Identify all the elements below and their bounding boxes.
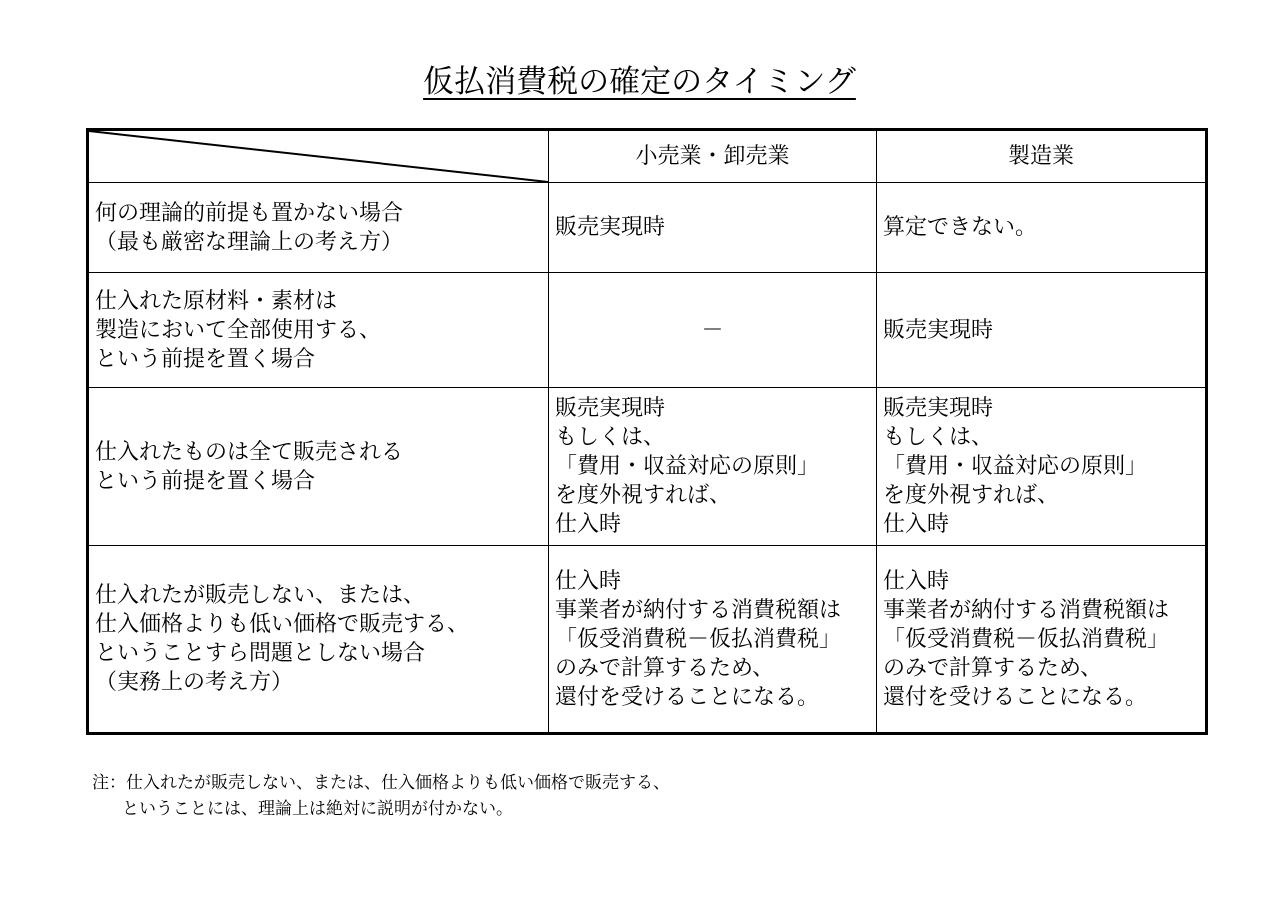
retail-cell-line: もしくは、	[555, 425, 666, 450]
table-row	[88, 388, 1207, 546]
column-header-retail: 小売業・卸売業	[549, 130, 877, 183]
column-header-manufacturing: 製造業	[877, 130, 1207, 183]
manufacturing-cell-line: 算定できない。	[883, 215, 1038, 240]
manufacturing-cell	[877, 273, 1207, 388]
retail-cell-line: －	[701, 317, 724, 343]
row-label-line: 仕入れたが販売しない、または、	[95, 583, 426, 608]
page-title-text: 仮払消費税の確定のタイミング	[423, 64, 856, 100]
manufacturing-cell-line: 仕入時	[883, 568, 950, 594]
manufacturing-cell	[877, 546, 1207, 734]
corner-cell	[88, 130, 549, 183]
footnote-line-1: 注：仕入れたが販売しない、または、仕入価格よりも低い価格で販売する、	[92, 773, 670, 793]
retail-cell-line: 「費用・収益対応の原則」	[555, 454, 820, 479]
row-label-line: 仕入れたものは全て販売される	[95, 439, 404, 465]
row-label-line: という前提を置く場合	[95, 468, 316, 494]
retail-cell	[549, 183, 877, 273]
row-label-line: （実務上の考え方）	[95, 670, 294, 695]
manufacturing-cell-line: 「仮受消費税－仮払消費税」	[883, 626, 1170, 652]
row-label-line: 仕入価格よりも低い価格で販売する、	[95, 612, 470, 637]
footnote	[92, 770, 670, 822]
row-label-line: 仕入れた原材料・素材は	[95, 288, 338, 314]
manufacturing-cell-line: もしくは、	[883, 425, 994, 450]
row-label-line: （最も厳密な理論上の考え方）	[95, 229, 404, 255]
manufacturing-cell	[877, 183, 1207, 273]
manufacturing-cell-line: を度外視すれば、	[883, 483, 1060, 508]
footnote-line-2: ということには、理論上は絶対に説明が付かない。	[122, 799, 513, 819]
retail-cell-line: 仕入時	[555, 568, 622, 594]
manufacturing-cell-line: のみで計算するため、	[883, 655, 1103, 681]
retail-cell-line: 販売実現時	[555, 396, 666, 421]
retail-cell	[549, 546, 877, 734]
retail-cell-line: 販売実現時	[555, 215, 666, 240]
row-label-line: という前提を置く場合	[95, 346, 316, 372]
manufacturing-cell-line: 事業者が納付する消費税額は	[883, 597, 1170, 623]
manufacturing-cell-line: 仕入時	[883, 512, 950, 537]
retail-cell-line: 仕入時	[555, 512, 622, 537]
page-title	[0, 62, 1279, 102]
retail-cell	[549, 273, 877, 388]
diagonal-line	[89, 131, 548, 182]
table-row	[88, 273, 1207, 388]
manufacturing-cell-line: 販売実現時	[883, 317, 994, 343]
timing-table	[86, 128, 1208, 735]
retail-cell-line: のみで計算するため、	[555, 655, 775, 681]
retail-cell-line: 事業者が納付する消費税額は	[555, 597, 842, 623]
manufacturing-cell-line: 「費用・収益対応の原則」	[883, 454, 1148, 479]
table-row	[88, 183, 1207, 273]
row-label-cell	[88, 388, 549, 546]
retail-cell-line: を度外視すれば、	[555, 483, 732, 508]
row-label-cell	[88, 183, 549, 273]
row-label-line: 何の理論的前提も置かない場合	[95, 200, 404, 226]
row-label-cell	[88, 546, 549, 734]
retail-cell-line: 「仮受消費税－仮払消費税」	[555, 626, 842, 652]
row-label-line: ということすら問題としない場合	[95, 641, 426, 666]
manufacturing-cell-line: 還付を受けることになる。	[883, 684, 1148, 710]
retail-cell	[549, 388, 877, 546]
row-label-cell	[88, 273, 549, 388]
manufacturing-cell-line: 販売実現時	[883, 396, 994, 421]
manufacturing-cell	[877, 388, 1207, 546]
retail-cell-line: 還付を受けることになる。	[555, 684, 820, 710]
row-label-line: 製造において全部使用する、	[95, 317, 382, 343]
table-header-row	[88, 130, 1207, 183]
table-row	[88, 546, 1207, 734]
